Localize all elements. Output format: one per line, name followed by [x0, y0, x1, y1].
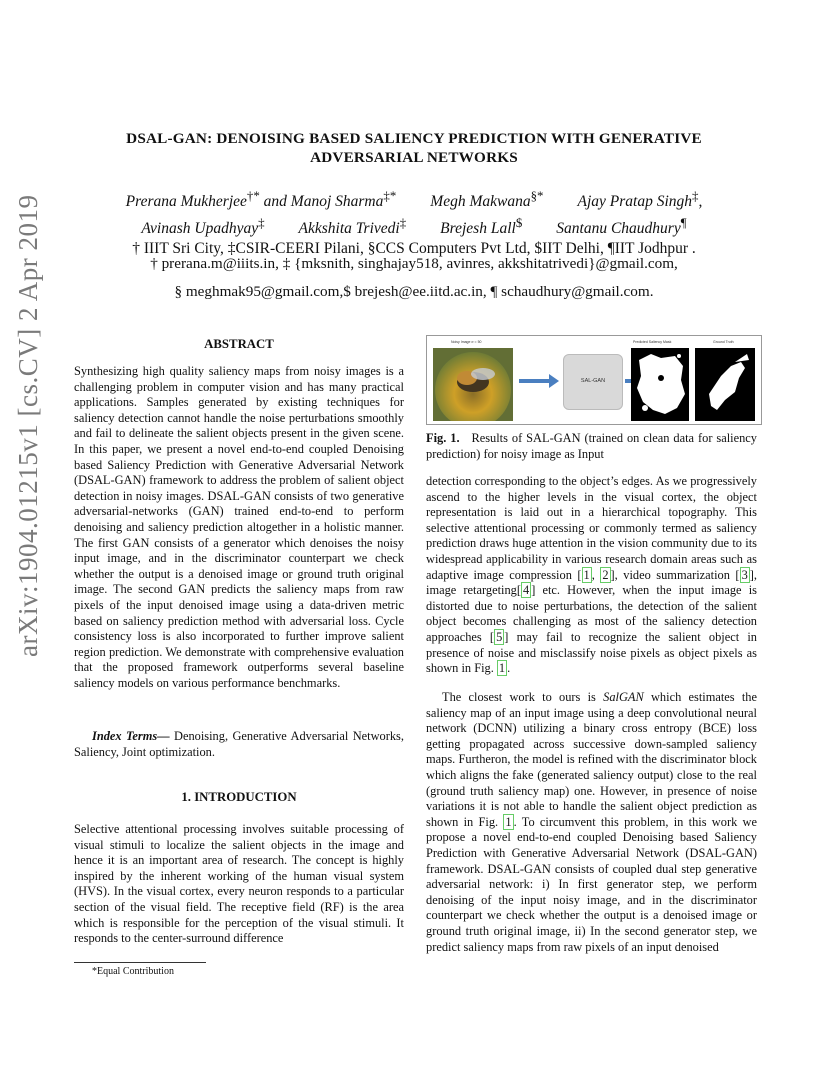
- figure-label-ground-truth: Ground Truth: [713, 340, 734, 344]
- citation-link[interactable]: 5: [496, 629, 503, 644]
- emails-line-2: § meghmak95@gmail.com,$ brejesh@ee.iitd.ac.in, ¶ schaudhury@gmail.com.: [174, 283, 654, 300]
- ground-truth-image: [695, 348, 755, 421]
- text-run: ] may fail to recognize the salient object in presence of noise and misclassify noise pixels as object pixels as shown in Fig.: [426, 629, 758, 676]
- text-run: ], image retargeting[: [426, 567, 757, 598]
- figure-label-predicted: Predicted Saliency Mask: [633, 340, 672, 344]
- salgan-emphasis: SalGAN: [603, 690, 644, 704]
- sal-gan-block: [563, 354, 623, 410]
- author-line-1: [60, 186, 768, 213]
- intro-heading: 1. INTRODUCTION: [181, 790, 297, 804]
- author-affil-mark: §*: [530, 188, 544, 203]
- author-affil-mark: ‡: [399, 214, 407, 230]
- text-run: .: [507, 661, 511, 676]
- predicted-saliency-image: [631, 348, 689, 421]
- right-paragraph-1: [426, 474, 757, 677]
- abstract-heading: ABSTRACT: [204, 337, 274, 351]
- author-affil-mark: ‡*: [383, 188, 397, 203]
- author-name: Brejesh Lall: [440, 219, 516, 237]
- emails-line-1: † prerana.m@iiits.in, ‡ {mksnith, singhajay518, avinres, akkshitatrivedi}@gmail.com,: [150, 255, 678, 272]
- abstract-body: Synthesizing high quality saliency maps from noisy images is a challenging problem in computer vision and has many practical applications. Samples generated by existing techniques for saliency detection cannot handle the noise perturbations smoothly and fail to delineate the salient objects present in the given scene. In this paper, we present a novel end-to-end coupled Denoising based Saliency Prediction with Generative Adversarial Network (DSAL-GAN) framework to address the problem of salient object detection in noisy images. DSAL-GAN consists of two generative adversarial-networks (GAN) trained end-to-end to perform denoising and saliency prediction altogether in a holistic manner. The first GAN consists of a generator which denoises the noisy input image, and in the discriminator counterpart we check whether the output is a denoised image or ground truth original image. The second GAN predicts the saliency maps from raw pixels of the input denoised image using a data-driven metric based on saliency prediction method with adversarial loss. Cycle consistency loss is also incorporated to further improve salient region prediction. We demonstrate with comprehensive evaluation that the proposed framework outperforms several baseline saliency models on various performance benchmarks.: [74, 364, 404, 690]
- title-line-2: ADVERSARIAL NETWORKS: [310, 149, 518, 166]
- figure-link[interactable]: 1: [505, 814, 512, 829]
- arrow-right-icon: [519, 374, 559, 388]
- noisy-input-image: [433, 348, 513, 421]
- index-terms: [74, 729, 404, 760]
- text-run: ] etc. However, when the input image is distorted due to noise perturbations, the detection of the salient object becomes challenging as most of the saliency detection approaches [: [426, 583, 757, 644]
- right-paragraph-2: [426, 690, 757, 955]
- author-affil-mark: $: [515, 214, 523, 230]
- affiliations: † IIIT Sri City, ‡CSIR-CEERI Pilani, §CCS Computers Pvt Ltd, $IIT Delhi, ¶IIT Jodhpur .: [132, 240, 696, 258]
- author-affil-mark: ‡: [692, 188, 699, 203]
- text-run: The closest work to ours is: [442, 690, 604, 704]
- author-line-2: [60, 213, 768, 240]
- author-name: Megh Makwana: [430, 193, 531, 211]
- author-name: Avinash Upadhyay: [141, 219, 259, 237]
- sal-gan-label: SAL-GAN: [580, 378, 606, 384]
- author-affil-mark: ‡: [258, 214, 265, 230]
- author-name: Prerana Mukherjee: [125, 193, 247, 211]
- paper-title: [60, 129, 768, 167]
- figure-caption-text: Results of SAL-GAN (trained on clean data for saliency prediction) for noisy image as Input: [426, 431, 757, 461]
- footnote: *Equal Contribution: [92, 966, 174, 977]
- citation-link[interactable]: 1: [583, 567, 590, 582]
- citation-link[interactable]: 4: [523, 583, 530, 598]
- author-name: Manoj Sharma: [290, 193, 384, 211]
- text-run: detection corresponding to the object’s edges. As we progressively ascend to the higher levels in the visual cortex, the object representation is laid out in a hierarchical topography. This selective attentional processing or commonly termed as saliency prediction draws huge attention in the vision community due to its widespread applicability in various research domain areas such as adaptive image compression [: [426, 474, 757, 582]
- author-name: Ajay Pratap Singh: [577, 193, 693, 211]
- author-name: Akkshita Trivedi: [298, 219, 400, 237]
- text-run: . To circumvent this problem, in this work we propose a novel end-to-end coupled Denoising based Saliency Prediction with Generative Adversarial Network (DSAL-GAN) framework. DSAL-GAN consists of coupled dual step generative adversarial network: i) In first generator step, we perform denoising of the input noisy image, and in the discriminator counterpart we check whether the output is a denoised image or ground truth original image, ii) In the second generator step, we predict saliency maps from raw pixels of an input denoised: [426, 814, 757, 954]
- figure-1: [426, 335, 762, 425]
- author-and: and: [259, 193, 291, 211]
- title-line-1: DSAL-GAN: DENOISING BASED SALIENCY PREDICTION WITH GENERATIVE: [126, 130, 702, 147]
- figure-link[interactable]: 1: [498, 661, 506, 676]
- figure-label-noisy: Noisy Image σ = 50: [451, 340, 482, 344]
- text-run: which estimates the saliency map of an input image using a deep convolutional neural network (DCNN) utilizing a binary cross entropy (BCE) loss getting propagated across successive down-sampled saliency maps. Furtheron, the model is refined with the discriminator block which aligns the fake (generated saliency output) close to the real (ground truth saliency map) one. However, in presence of noise variations it is not able to handle the salient object prediction as shown in Fig.: [426, 690, 757, 829]
- index-terms-text: Denoising, Generative Adversarial Networks, Saliency, Joint optimization.: [74, 729, 404, 759]
- index-terms-label: Index Terms—: [92, 729, 170, 743]
- text-run: ,: [591, 567, 601, 582]
- author-block: [60, 186, 768, 260]
- author-comma: ,: [698, 193, 703, 211]
- arxiv-stamp: arXiv:1904.01215v1 [cs.CV] 2 Apr 2019: [13, 194, 43, 657]
- text-run: ], video summarization [: [610, 567, 740, 582]
- citation-link[interactable]: 2: [602, 567, 609, 582]
- footnote-rule: [74, 962, 206, 963]
- author-affil-mark: †*: [246, 188, 260, 203]
- author-name: Santanu Chaudhury: [556, 219, 681, 237]
- citation-link[interactable]: 3: [741, 567, 748, 582]
- intro-body: Selective attentional processing involves suitable processing of visual stimuli to localize the salient objects in the image and hence it is an important area of research. The concept is highly inspired by the inherent working of the human visual system (HVS). In the visual cortex, every neuron responds to a particular section of the visual field. The receptive field (RF) is the area which is responsible for the perception of the visual stimuli. It responds to the center-surround difference: [74, 822, 404, 946]
- figure-caption: [426, 431, 757, 462]
- author-affil-mark: ¶: [680, 214, 687, 230]
- figure-caption-label: Fig. 1.: [426, 431, 460, 445]
